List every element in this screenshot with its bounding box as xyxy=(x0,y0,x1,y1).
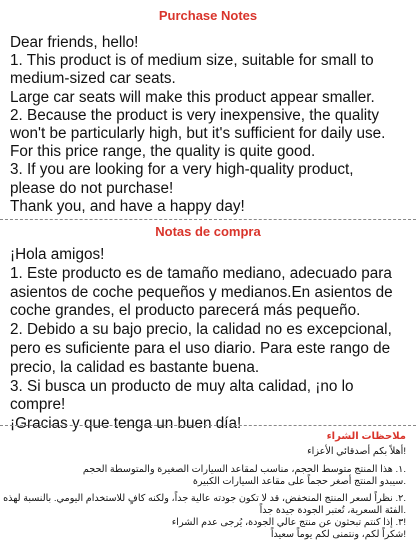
english-line: 1. This product is of medium size, suitable for small to xyxy=(10,52,374,70)
spanish-line: coche grandes, el producto parecerá más pequeño. xyxy=(10,302,361,320)
english-line: Large car seats will make this product appear smaller. xyxy=(10,88,375,106)
spanish-line: asientos de coche pequeños y medianos.En asientos de xyxy=(10,283,393,301)
english-line: Dear friends, hello! xyxy=(10,34,139,51)
arabic-line: .الفئة السعرية، تُعتبر الجودة جيدة جداً xyxy=(259,505,406,517)
spanish-title: Notas de compra xyxy=(155,224,261,239)
english-line: 2. Because the product is very inexpensive, the quality xyxy=(10,106,380,124)
spanish-line: 3. Si busca un producto de muy alta calidad, ¡no lo xyxy=(10,377,354,395)
spanish-line: pero es suficiente para el uso diario. Para este rango de xyxy=(10,339,391,357)
english-line: won't be particularly high, but it's sufficient for daily use. xyxy=(10,125,386,143)
english-line: medium-sized car seats. xyxy=(10,70,176,88)
spanish-line: compre! xyxy=(10,396,66,414)
english-line: please do not purchase! xyxy=(10,179,174,197)
english-line: For this price range, the quality is quite good. xyxy=(10,143,316,161)
english-line: 3. If you are looking for a very high-quality product, xyxy=(10,161,354,179)
english-title: Purchase Notes xyxy=(158,8,258,23)
arabic-line: .١. هذا المنتج متوسط الحجم، مناسب لمقاعد السيارات الصغيرة والمتوسطة الحجم xyxy=(82,463,406,475)
spanish-section xyxy=(0,224,416,434)
spanish-body xyxy=(0,246,416,434)
spanish-line: ¡Hola amigos! xyxy=(10,246,105,263)
arabic-body xyxy=(0,446,416,541)
arabic-title: ملاحظات الشراء xyxy=(326,431,406,442)
english-body xyxy=(0,34,416,216)
divider xyxy=(0,425,416,426)
arabic-line: .سيبدو المنتج أصغر حجماً على مقاعد السيارات الكبيرة xyxy=(192,475,406,487)
arabic-line: .٢. نظراً لسعر المنتج المنخفض، قد لا تكون جودته عالية جداً، ولكنه كافٍ للاستخدام اليومي. بالنسبة لهذه xyxy=(3,493,406,505)
english-section xyxy=(0,8,416,216)
spanish-line: 2. Debido a su bajo precio, la calidad no es excepcional, xyxy=(10,321,392,339)
arabic-line: !شكراً لكم، ونتمنى لكم يوماً سعيداً xyxy=(270,528,406,540)
arabic-line: !٣. إذا كنتم تبحثون عن منتج عالي الجودة، يُرجى عدم الشراء xyxy=(171,516,406,528)
english-line: Thank you, and have a happy day! xyxy=(10,197,245,215)
spanish-line: ¡Gracias y que tenga un buen día! xyxy=(10,415,242,433)
divider xyxy=(0,219,416,220)
spanish-line: 1. Este producto es de tamaño mediano, adecuado para xyxy=(10,264,392,282)
spanish-line: precio, la calidad es bastante buena. xyxy=(10,358,260,376)
arabic-section xyxy=(0,430,416,541)
arabic-line: !أهلاً بكم أصدقائي الأعزاء xyxy=(307,446,406,457)
